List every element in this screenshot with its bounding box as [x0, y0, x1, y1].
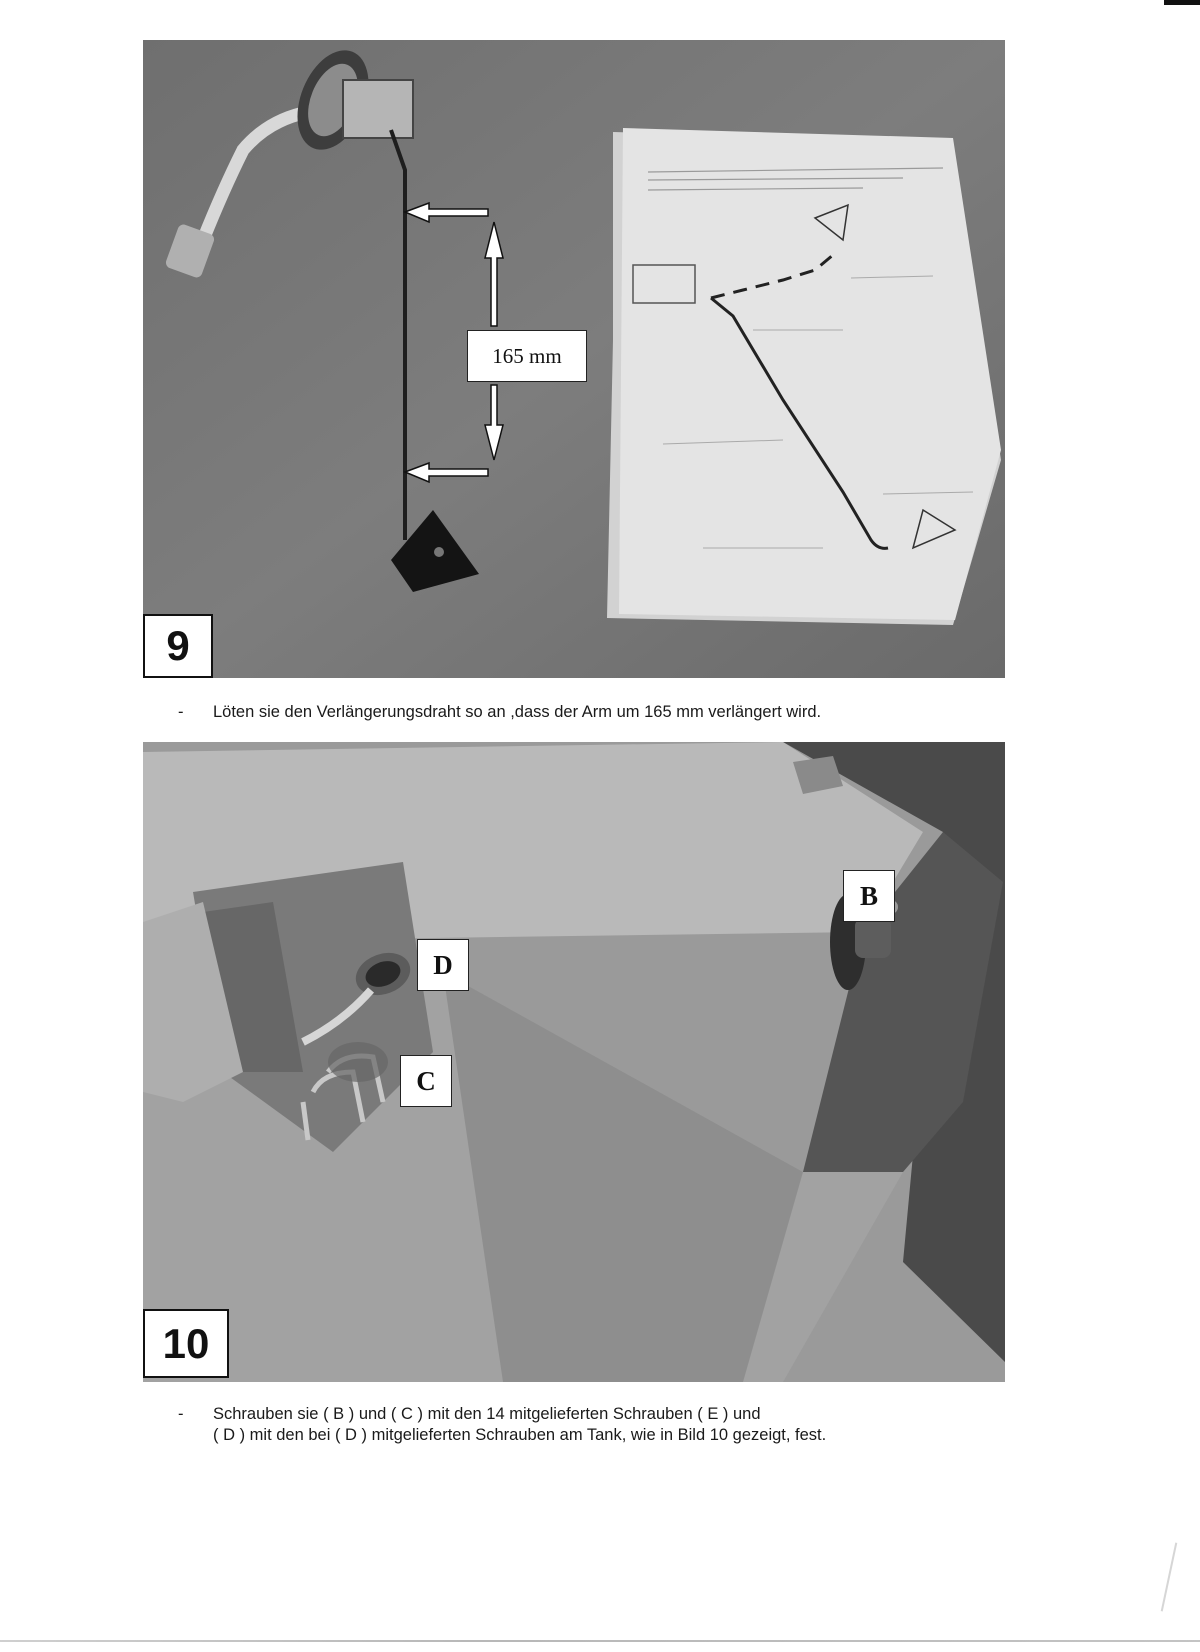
- figure-9-caption: [178, 702, 998, 723]
- caption-bullet: -: [178, 703, 184, 721]
- caption-text: Löten sie den Verlängerungsdraht so an ,dass der Arm um 165 mm verlängert wird.: [213, 703, 822, 721]
- part-label-d: D: [417, 939, 469, 991]
- figure-number: 10: [143, 1309, 229, 1378]
- caption-bullet: -: [178, 1405, 184, 1423]
- part-label-b: B: [843, 870, 895, 922]
- caption-text-line-1: Schrauben sie ( B ) und ( C ) mit den 14 mitgelieferten Schrauben ( E ) und: [213, 1405, 761, 1423]
- part-label-c: C: [400, 1055, 452, 1107]
- scan-corner-mark: [1164, 0, 1200, 5]
- fuel-tank-photo: [143, 742, 1005, 1382]
- scan-bottom-edge: [0, 1640, 1200, 1642]
- figure-10-caption: [178, 1404, 998, 1446]
- dimension-label: 165 mm: [467, 330, 587, 382]
- scan-edge-mark: [1161, 1543, 1178, 1612]
- instruction-sheet: [607, 128, 1001, 625]
- figure-9-photo: [143, 40, 1005, 678]
- figure-number: 9: [143, 614, 213, 678]
- figure-10-photo: [143, 742, 1005, 1382]
- caption-text-line-2: ( D ) mit den bei ( D ) mitgelieferten Schrauben am Tank, wie in Bild 10 gezeigt, fest.: [213, 1426, 827, 1444]
